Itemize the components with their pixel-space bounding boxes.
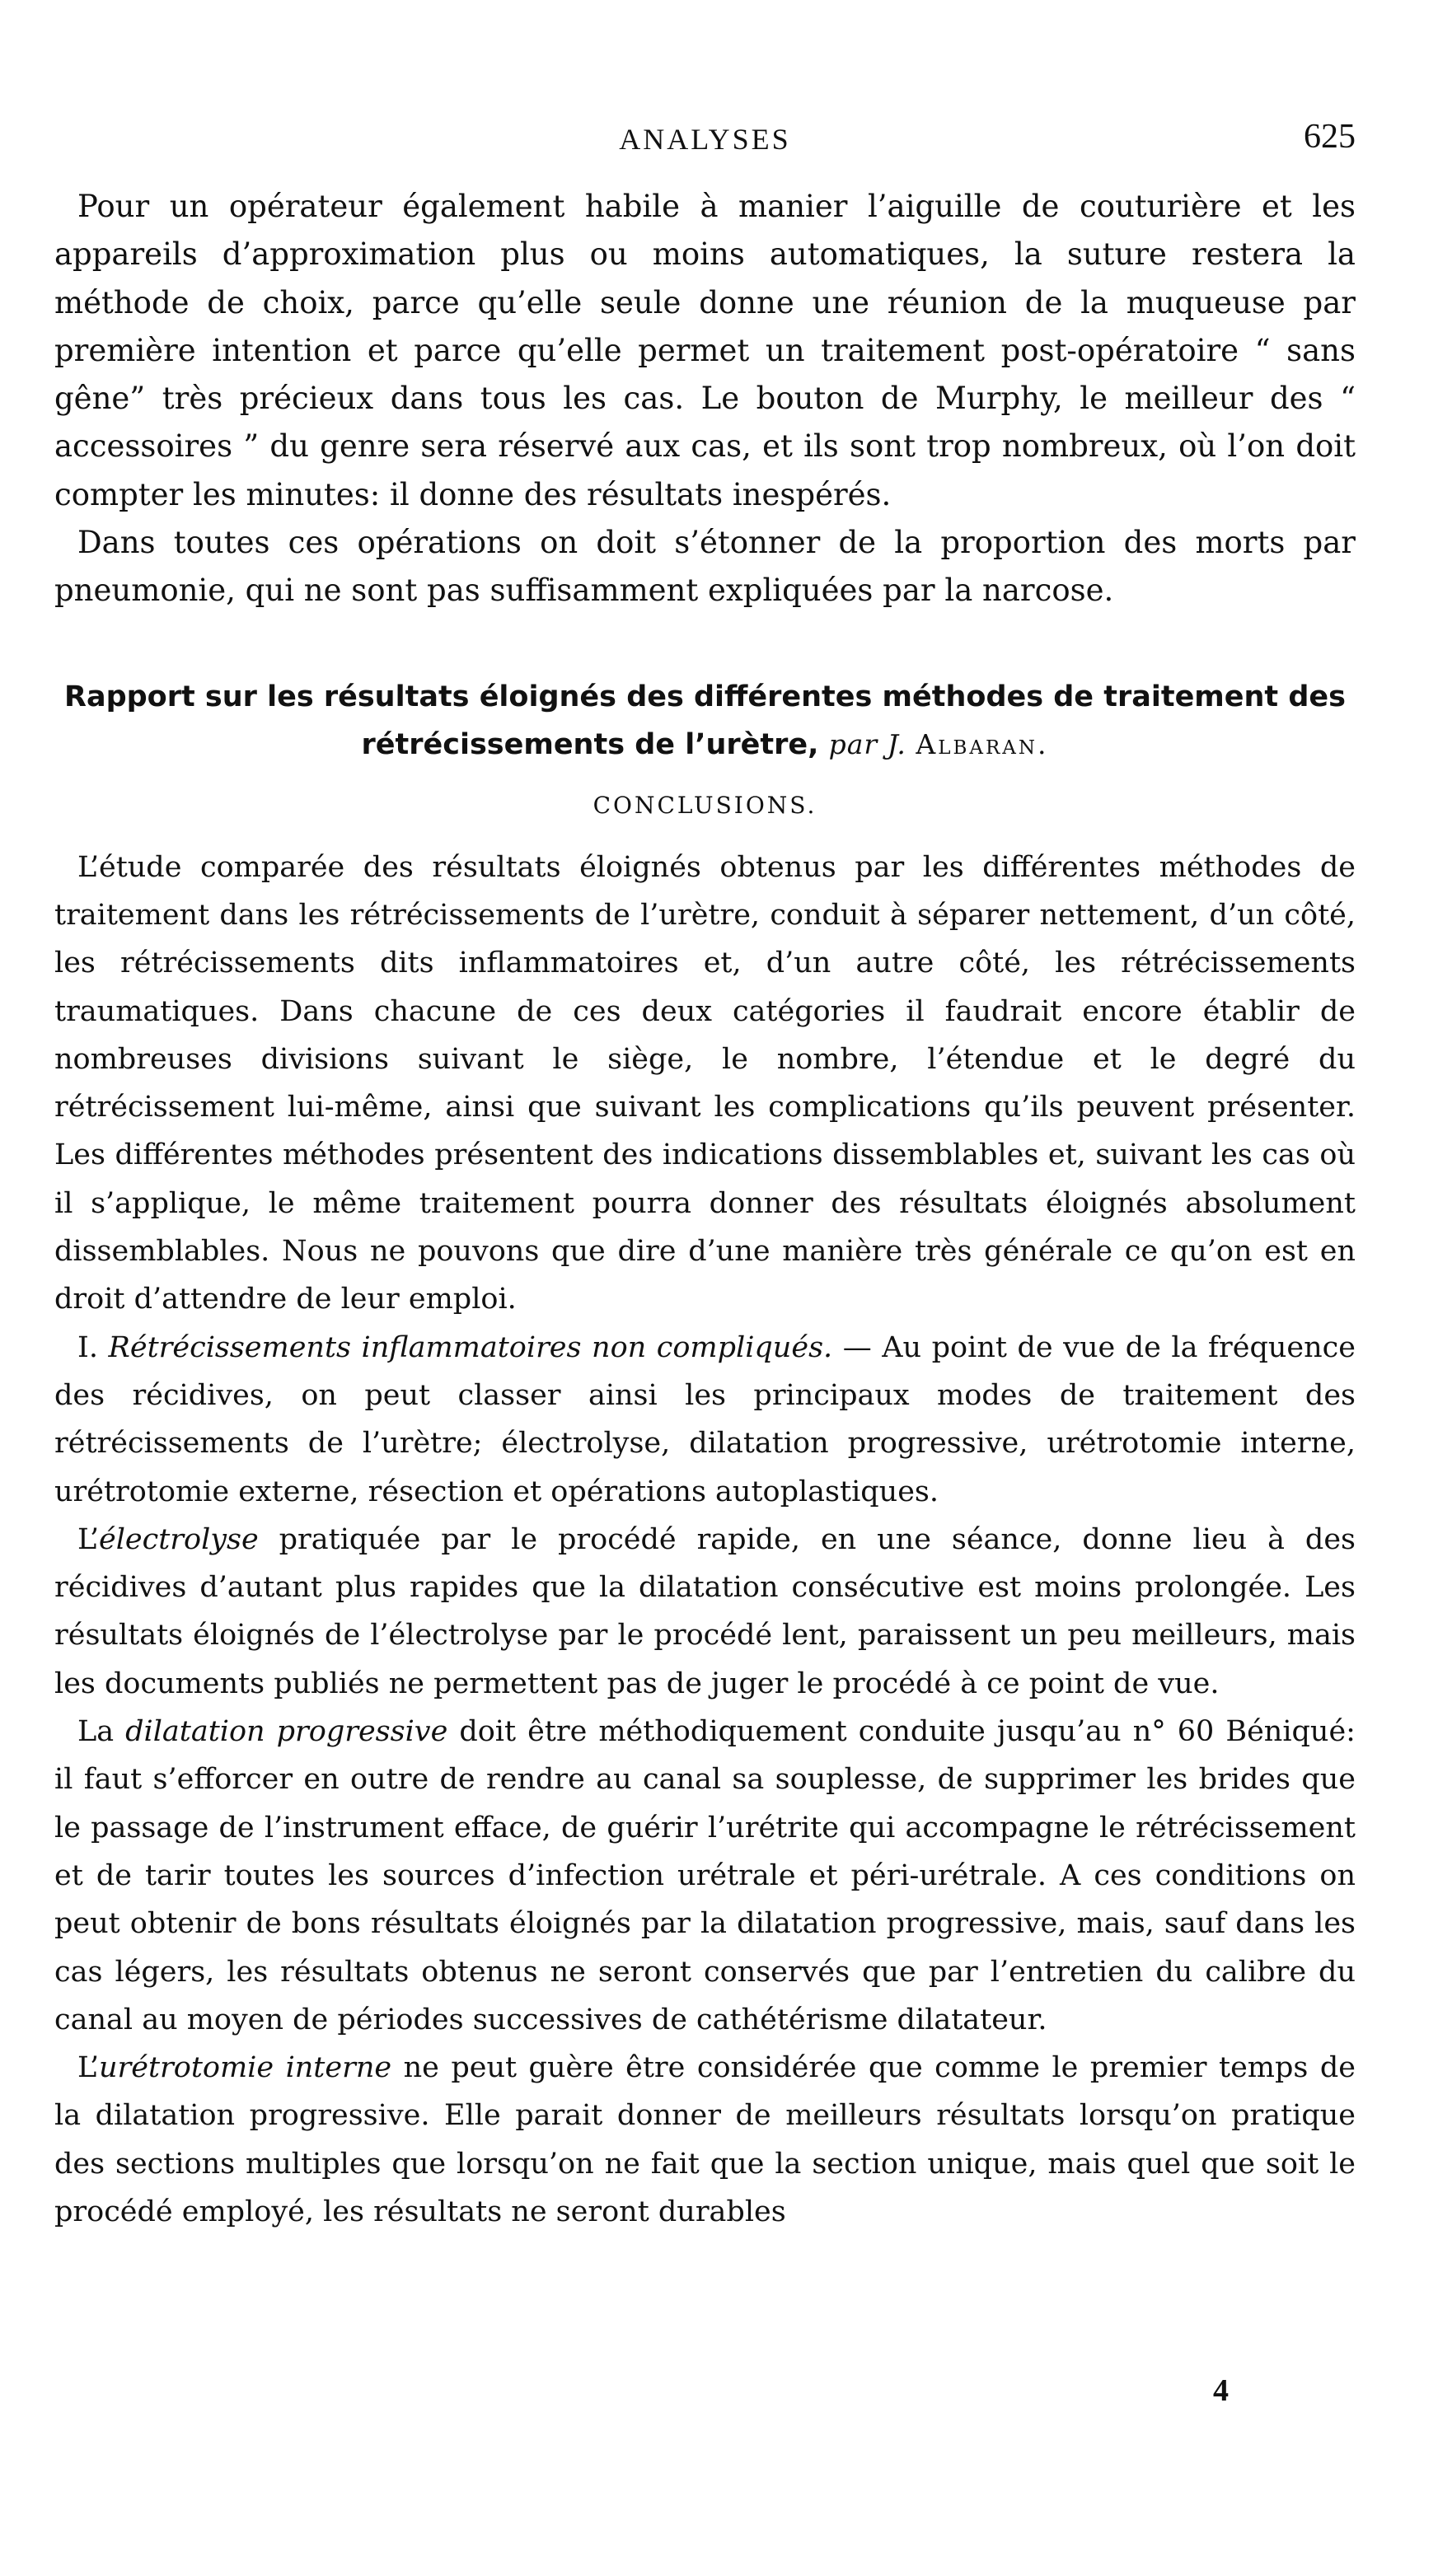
paragraph-article: La [77,1715,115,1749]
paragraph [54,2044,1356,2236]
paragraph [54,1708,1356,2044]
paragraph-text: ne peut guère être considérée que comme le premier temps de la dilatation progressive. Elle parait donner de meilleurs résultats lorsqu’on pratique des sections multiples que lorsqu’on ne fait que la section unique, mais quel que soit le procédé employé, les résultats ne seront durables [54,2051,1356,2228]
section-heading: CONCLUSIONS. [593,791,817,819]
paragraph [54,1324,1356,1516]
paragraph: Pour un opérateur également habile à manier l’aiguille de couturière et les appareils d’approximation plus ou moins automatiques, la suture restera la méthode de choix, parce qu’elle seule donne une réunion de la muqueuse par première intention et parce qu’elle permet un traitement post-opératoire “ sans gêne” très précieux dans tous les cas. Le bouton de Murphy, le meilleur des “ accessoires ” du genre sera réservé aux cas, et ils sont trop nombreux, où l’on doit compter les minutes: il donne des résultats inespérés. [54,189,1356,512]
signature-mark: 4 [1213,2373,1229,2408]
report-title-text: Rapport sur les résultats éloignés des différentes méthodes de traitement des rétrécissements de l’urètre, [64,680,1346,761]
paragraph-article: L’ [77,2051,99,2085]
paragraph: Dans toutes ces opérations on doit s’étonner de la proportion des morts par pneumonie, qui ne sont pas suffisamment expliquées par la narcose. [54,525,1356,609]
text-block-main [54,844,1356,2237]
paragraph-italic-term: électrolyse [98,1522,259,1556]
paragraph-text: pratiquée par le procédé rapide, en une séance, donne lieu à des récidives d’autant plus rapides que la dilatation consécutive est moins prolongée. Les résultats éloignés de l’électrolyse par le procédé lent, paraissent un peu meilleurs, mais les documents publiés ne permettent pas de juger le procédé à ce point de vue. [54,1522,1356,1700]
report-title [54,673,1356,769]
paragraph-number: I. [77,1330,98,1364]
paragraph-italic-term: dilatation progressive [125,1715,448,1749]
paragraph-text: — Au point de vue de la fréquence des récidives, on peut classer ainsi les principaux modes de traitement des rétrécissements de l’urètre; électrolyse, dilatation progressive, urétrotomie interne, urétrotomie externe, résection et opérations autoplastiques. [54,1330,1356,1508]
report-author [829,728,1049,760]
paragraph-text: doit être méthodiquement conduite jusqu’au n° 60 Béniqué: il faut s’efforcer en outre de rendre au canal sa souplesse, de supprimer les brides que le passage de l’instrument efface, de guérir l’urétrite qui accompagne le rétrécissement et de tarir toutes les sources d’infection urétrale et péri-urétrale. A ces conditions on peut obtenir de bons résultats éloignés par la dilatation progressive, mais, sauf dans les cas légers, les résultats obtenus ne seront conservés que par l’entretien du calibre du canal au moyen de périodes successives de cathétérisme dilatateur. [54,1715,1356,2036]
page-number: 625 [1304,118,1356,156]
paragraph [54,1516,1356,1708]
paragraph-italic-term: urétrotomie interne [98,2051,392,2085]
running-head [54,99,1356,173]
report-author-by: par J. [828,727,906,760]
text-block-top [54,183,1356,615]
report-author-name: Albaran. [916,727,1049,760]
running-title: ANALYSES [619,123,791,156]
paragraph-italic-heading: Rétrécissements inflammatoires non compliqués. [108,1330,833,1364]
paragraph: L’étude comparée des résultats éloignés obtenus par les différentes méthodes de traitement dans les rétrécissements de l’urètre, conduit à séparer nettement, d’un côté, les rétrécissements dits inflammatoires et, d’un autre côté, les rétrécissements traumatiques. Dans chacune de ces deux catégories il faudrait encore établir de nombreuses divisions suivant le siège, le nombre, l’étendue et le degré du rétrécissement lui-même, ainsi que suivant les complications qu’ils peuvent présenter. Les différentes méthodes présentent des indications dissemblables et, suivant les cas où il s’applique, le même traitement pourra donner des résultats éloignés absolument dissemblables. Nous ne pouvons que dire d’une manière très générale ce qu’on est en droit d’attendre de leur emploi. [54,850,1356,1316]
paragraph-article: L’ [77,1522,99,1556]
